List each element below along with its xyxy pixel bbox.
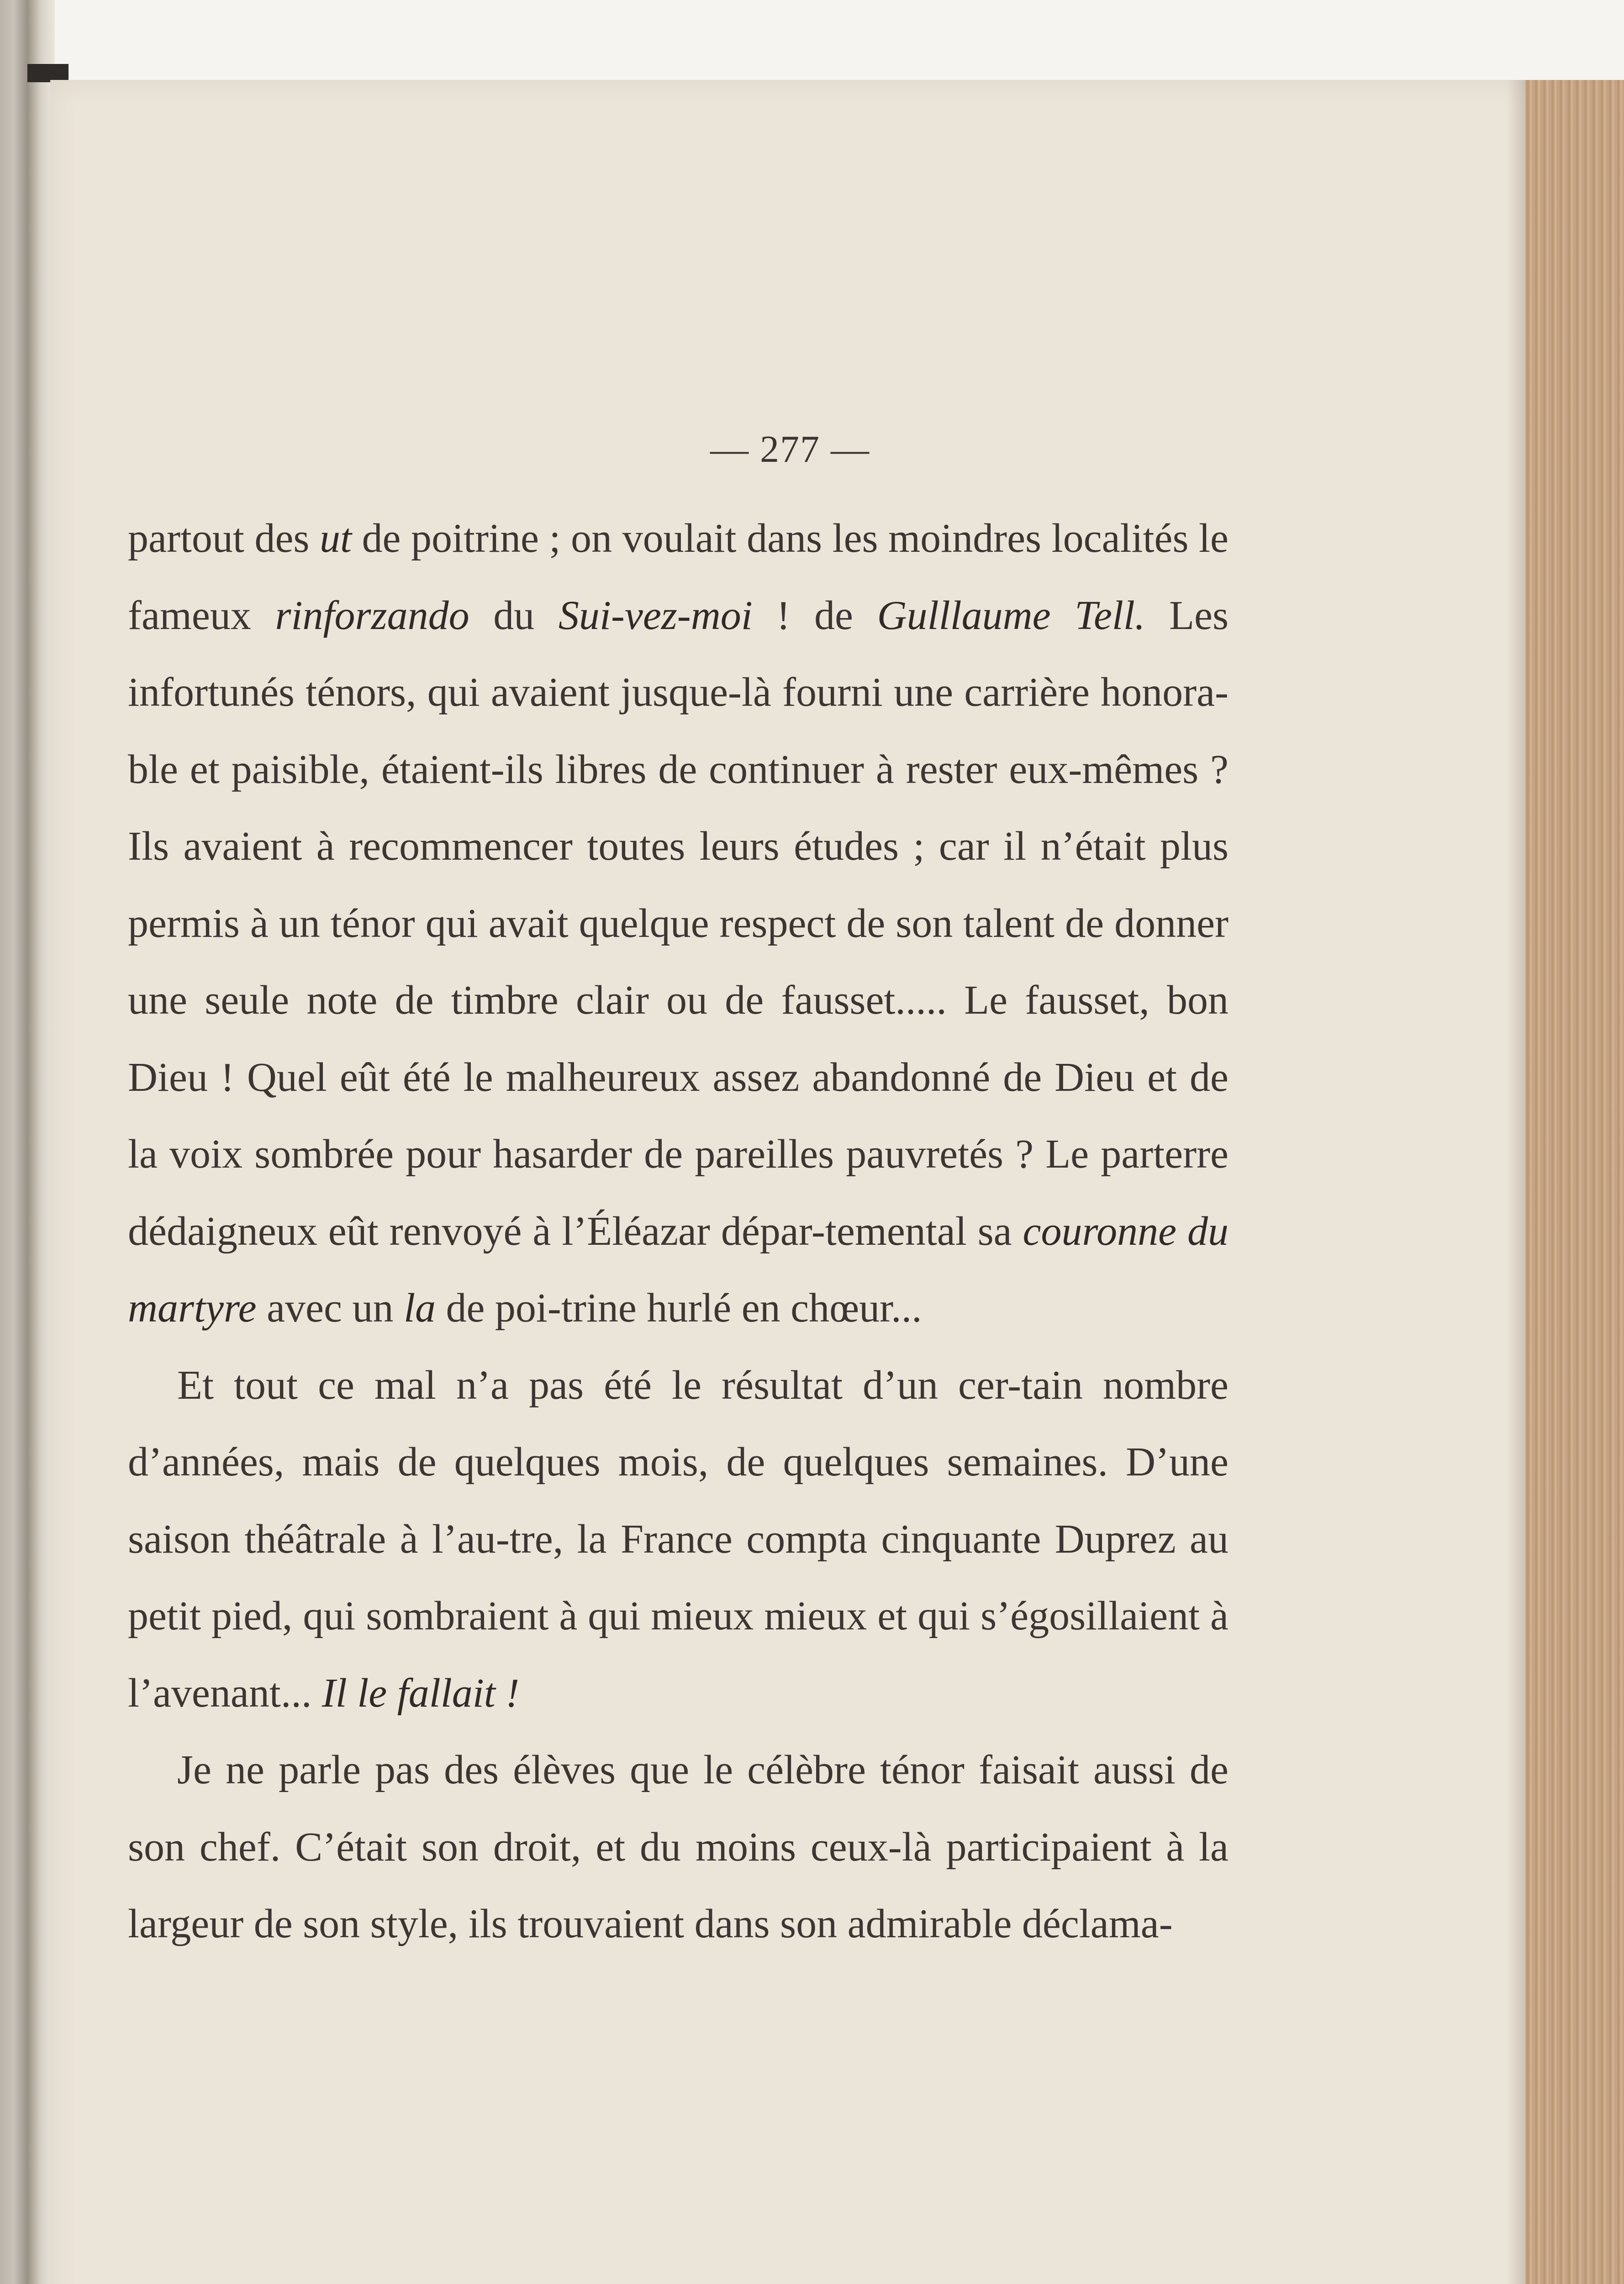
text-segment: Les infortunés ténors, qui avaient jusque-là fourni une carrière honora-ble et paisible, étaient-ils libres de continuer à rester eux-mêmes ? Ils avaient à recommencer toutes leurs études ; car il n’était plus permis à un ténor qui avait quelque respect de son talent de donner une seule note de timbre clair ou de fausset..... Le fausset, bon Dieu ! Quel eût été le malheureux assez abandonné de Dieu et de la voix sombrée pour hasarder de pareilles pauvretés ? Le parterre dédaigneux eût renvoyé à l’Éléazar dépar-temental sa bbox=[128, 592, 1229, 1254]
text-segment: de poi-trine hurlé en chœur... bbox=[435, 1285, 922, 1331]
book-page bbox=[50, 80, 1530, 2284]
page-number: — 277 — bbox=[710, 428, 870, 471]
text-segment: avec un bbox=[256, 1285, 404, 1331]
paragraph-2 bbox=[128, 1347, 1229, 1732]
text-segment: de poitrine ; on voulait dans les moindres localités le fameux bbox=[128, 516, 1229, 638]
text-segment: partout des bbox=[128, 516, 320, 561]
paragraph-1 bbox=[128, 500, 1229, 1347]
top-margin bbox=[0, 0, 1624, 80]
italic-segment: Sui-vez-moi bbox=[558, 592, 753, 638]
page-edges bbox=[1525, 80, 1624, 2284]
text-segment: Et tout ce mal n’a pas été le résultat d’un cer-tain nombre d’années, mais de quelques mois, de quelques semaines. D’une saison théâtrale à l’au-tre, la France compta cinquante Duprez au petit pied, qui sombraient à qui mieux mieux et qui s’égosillaient à l’avenant... bbox=[128, 1362, 1229, 1716]
body-text bbox=[128, 500, 1229, 1963]
text-segment: ! de bbox=[752, 592, 877, 638]
book-binding bbox=[0, 0, 55, 2284]
italic-segment: Il le fallait ! bbox=[322, 1670, 520, 1716]
italic-segment: la bbox=[403, 1285, 436, 1331]
italic-segment: ut bbox=[319, 516, 352, 561]
italic-segment: Gulllaume Tell. bbox=[877, 592, 1145, 638]
binding-mark bbox=[27, 64, 69, 82]
italic-segment: couronne du martyre bbox=[128, 1208, 1229, 1331]
text-segment: du bbox=[469, 592, 559, 638]
text-segment: Je ne parle pas des élèves que le célèbre ténor faisait aussi de son chef. C’était son droit, et du moins ceux-là participaient à la largeur de son style, ils trouvaient dans son admirable déclama- bbox=[128, 1747, 1229, 1946]
paragraph-3 bbox=[128, 1732, 1229, 1963]
italic-segment: rinforzando bbox=[275, 592, 469, 638]
